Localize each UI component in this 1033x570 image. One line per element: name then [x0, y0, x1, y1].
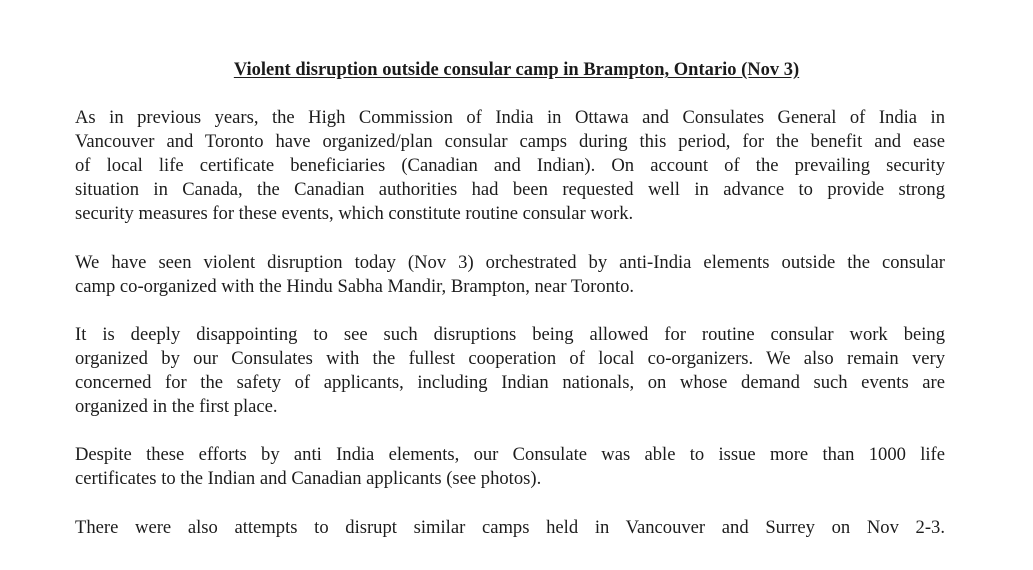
paragraph-1-line-3: of local life certificate beneficiaries (Canadian and Indian). On account of the prevailing security — [75, 155, 945, 176]
paragraph-4 — [75, 443, 945, 491]
paragraph-4-line-1: Despite these efforts by anti India elements, our Consulate was able to issue more than 1000 life — [75, 444, 945, 465]
paragraph-1-line-1: As in previous years, the High Commission of India in Ottawa and Consulates General of India in — [75, 107, 945, 128]
paragraph-1-line-2: Vancouver and Toronto have organized/plan consular camps during this period, for the benefit and ease — [75, 131, 945, 152]
paragraph-1-line-4: situation in Canada, the Canadian authorities had been requested well in advance to provide strong — [75, 179, 945, 200]
paragraph-3-line-4: organized in the first place. — [75, 396, 278, 417]
paragraph-3-line-3: concerned for the safety of applicants, including Indian nationals, on whose demand such events are — [75, 372, 945, 393]
paragraph-1 — [75, 106, 945, 226]
paragraph-4-line-2: certificates to the Indian and Canadian applicants (see photos). — [75, 468, 542, 489]
paragraph-2 — [75, 251, 945, 299]
paragraph-5 — [75, 516, 945, 540]
paragraph-2-line-2: camp co-organized with the Hindu Sabha Mandir, Brampton, near Toronto. — [75, 276, 635, 297]
paragraph-5-line-1: There were also attempts to disrupt similar camps held in Vancouver and Surrey on Nov 2-3. — [75, 517, 945, 538]
paragraph-3-line-1: It is deeply disappointing to see such disruptions being allowed for routine consular work being — [75, 324, 945, 345]
paragraph-3 — [75, 323, 945, 419]
paragraph-1-line-5: security measures for these events, which constitute routine consular work. — [75, 203, 634, 224]
document-title: Violent disruption outside consular camp in Brampton, Ontario (Nov 3) — [233, 60, 800, 80]
paragraph-3-line-2: organized by our Consulates with the fullest cooperation of local co-organizers. We also remain very — [75, 348, 945, 369]
paragraph-2-line-1: We have seen violent disruption today (Nov 3) orchestrated by anti-India elements outside the consular — [75, 252, 945, 273]
